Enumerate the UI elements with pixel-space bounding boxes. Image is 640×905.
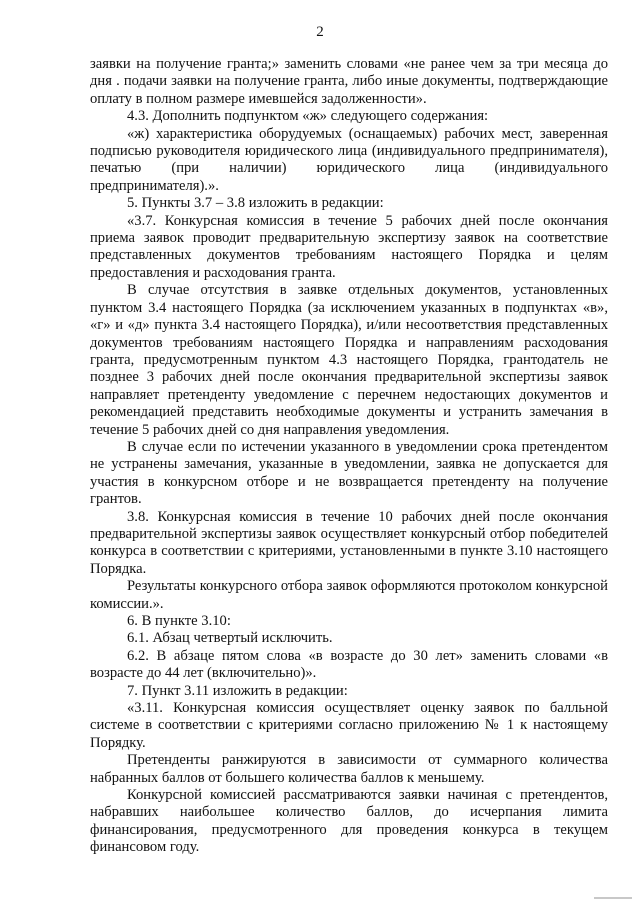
paragraph-ranking: Претенденты ранжируются в зависимости от суммарного количества набранных баллов от большего количества баллов к меньшему. bbox=[90, 752, 608, 786]
paragraph-missing-documents: В случае отсутствия в заявке отдельных документов, установленных пунктом 3.4 настоящего Порядка (за исключением указанных в подпунктах «в», «г» и «д» пункта 3.4 настоящего Порядка), и/или несоответствия представленных документов требованиям настоящего Порядка и направлениям расходования гранта, предусмотренным пунктом 4.3 настоящего Порядка, грантодатель не позднее 3 рабочих дней после окончания предварительной экспертизы заявок направляет претенденту уведомление с перечнем недостающих документов и рекомендацией представить необходимые документы и устранить замечания в течение 5 рабочих дней со дня направления уведомления. bbox=[90, 282, 608, 438]
paragraph-financing-limit: Конкурсной комиссией рассматриваются заявки начиная с претендентов, набравших наибольшее количество баллов, до исчерпания лимита финансирования, предусмотренного для проведения конкурса в текущем финансовом году. bbox=[90, 787, 608, 856]
paragraph-clause-3-7: «3.7. Конкурсная комиссия в течение 5 рабочих дней после окончания приема заявок проводит предварительную экспертизу заявок на соответствие представленных документов требованиям настоящего Порядка и целям предоставления и расходования гранта. bbox=[90, 212, 608, 281]
paragraph-item-5: 5. Пункты 3.7 – 3.8 изложить в редакции: bbox=[127, 195, 384, 212]
page-number: 2 bbox=[316, 24, 324, 40]
paragraph-clause-3-8: 3.8. Конкурсная комиссия в течение 10 рабочих дней после окончания предварительной экспертизы заявок осуществляет конкурсный отбор победителей конкурса в соответствии с критериями, установленными в пункте 3.10 настоящего Порядка. bbox=[90, 508, 608, 577]
scan-edge-mark bbox=[594, 897, 632, 899]
paragraph-item-6: 6. В пункте 3.10: bbox=[127, 613, 231, 629]
document-body bbox=[90, 56, 608, 857]
paragraph-item-6-1: 6.1. Абзац четвертый исключить. bbox=[127, 630, 333, 647]
paragraph-not-admitted: В случае если по истечении указанного в уведомлении срока претендентом не устранены замечания, указанные в уведомлении, заявка не допускается для участия в конкурсном отборе и не возвращается претенденту на получение грантов. bbox=[90, 438, 608, 508]
paragraph-results-protocol: Результаты конкурсного отбора заявок оформляются протоколом конкурсной комиссии.». bbox=[90, 578, 608, 612]
paragraph-grant-date-replacement: заявки на получение гранта;» заменить словами «не ранее чем за три месяца до дня . подачи заявки на получение гранта, либо иные документы, подтверждающие оплату в полном размере имевшейся задолженности». bbox=[90, 56, 608, 107]
paragraph-item-7: 7. Пункт 3.11 изложить в редакции: bbox=[127, 682, 348, 699]
paragraph-item-6-2: 6.2. В абзаце пятом слова «в возрасте до 30 лет» заменить словами «в возрасте до 44 лет (включительно)». bbox=[90, 647, 608, 682]
paragraph-subitem-zh: «ж) характеристика оборудуемых (оснащаемых) рабочих мест, заверенная подписью руководителя юридического лица (индивидуального предпринимателя), печатью (при наличии) юридического лица (индивидуального предпринимателя).». bbox=[90, 125, 608, 194]
paragraph-clause-3-11: «3.11. Конкурсная комиссия осуществляет оценку заявок по балльной системе в соответствии с критериями согласно приложению № 1 к настоящему Порядку. bbox=[90, 700, 608, 751]
paragraph-item-4-3: 4.3. Дополнить подпунктом «ж» следующего содержания: bbox=[127, 108, 489, 125]
